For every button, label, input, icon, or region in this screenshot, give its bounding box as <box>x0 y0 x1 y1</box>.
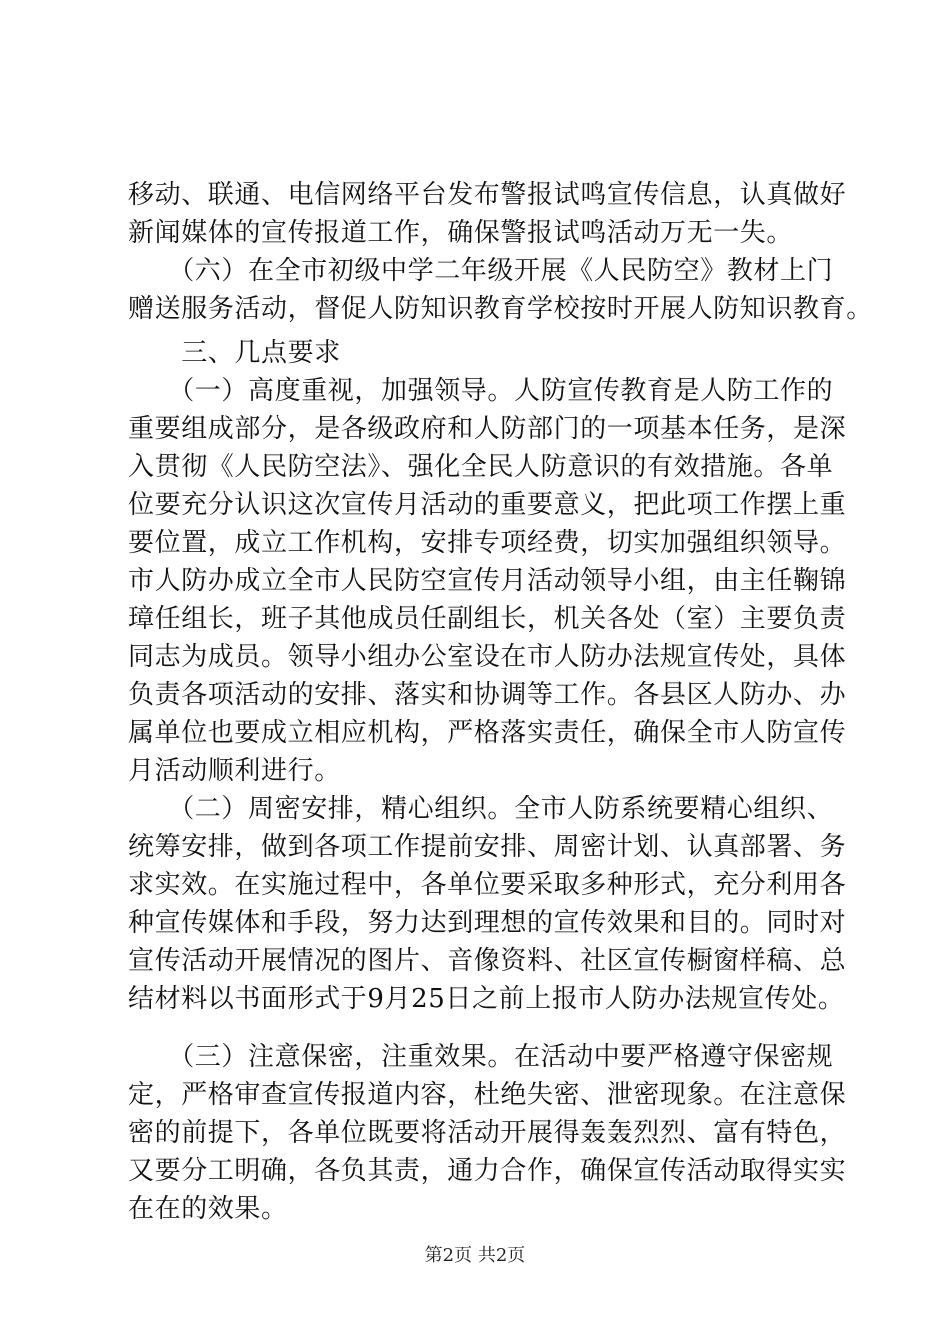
paragraph-line: 求实效。在实施过程中，各单位要采取多种形式，充分利用各 <box>128 870 847 900</box>
paragraph-line: 又要分工明确，各负其责，通力合作，确保宣传活动取得实实 <box>128 1156 847 1186</box>
paragraph-line: （三）注意保密，注重效果。在活动中要严格遵守保密规 <box>128 1042 834 1072</box>
paragraph-line: 密的前提下，各单位既要将活动开展得轰轰烈烈、富有特色， <box>128 1118 847 1148</box>
paragraph-line: 在在的效果。 <box>128 1194 288 1224</box>
paragraph-line: 负责各项活动的安排、落实和协调等工作。各县区人防办、办 <box>128 680 847 710</box>
paragraph-line: 属单位也要成立相应机构，严格落实责任，确保全市人防宣传 <box>128 718 847 748</box>
paragraph-line: （六）在全市初级中学二年级开展《人民防空》教材上门 <box>128 256 834 286</box>
paragraph-line: 赠送服务活动，督促人防知识教育学校按时开展人防知识教育。 <box>128 294 873 324</box>
paragraph-line: 宣传活动开展情况的图片、音像资料、社区宣传橱窗样稿、总 <box>128 946 847 976</box>
paragraph-line: 月活动顺利进行。 <box>128 756 341 786</box>
paragraph-line: 结材料以书面形式于9月25日之前上报市人防办法规宣传处。 <box>128 984 845 1014</box>
paragraph-line: 新闻媒体的宣传报道工作，确保警报试鸣活动万无一失。 <box>128 218 794 248</box>
paragraph-line: 要位置，成立工作机构，安排专项经费，切实加强组织领导。 <box>128 528 847 558</box>
paragraph-line: 位要充分认识这次宣传月活动的重要意义，把此项工作摆上重 <box>128 490 847 520</box>
paragraph-line: 定，严格审查宣传报道内容，杜绝失密、泄密现象。在注意保 <box>128 1080 847 1110</box>
paragraph-line: 璋任组长，班子其他成员任副组长，机关各处（室）主要负责 <box>128 604 847 634</box>
paragraph-line: 市人防办成立全市人民防空宣传月活动领导小组，由主任鞠锦 <box>128 566 847 596</box>
paragraph-line: 同志为成员。领导小组办公室设在市人防办法规宣传处，具体 <box>128 642 847 672</box>
paragraph-line: 移动、联通、电信网络平台发布警报试鸣宣传信息，认真做好 <box>128 180 847 210</box>
paragraph-line: （二）周密安排，精心组织。全市人防系统要精心组织、 <box>128 794 834 824</box>
page-footer: 第2页 共2页 <box>424 1245 526 1266</box>
paragraph-line: 重要组成部分，是各级政府和人防部门的一项基本任务，是深 <box>128 414 847 444</box>
paragraph-line: 入贯彻《人民防空法》、强化全民人防意识的有效措施。各单 <box>128 452 834 482</box>
section-heading: 三、几点要求 <box>128 338 341 368</box>
paragraph-line: 统筹安排，做到各项工作提前安排、周密计划、认真部署、务 <box>128 832 847 862</box>
paragraph-line: （一）高度重视，加强领导。人防宣传教育是人防工作的 <box>128 376 834 406</box>
paragraph-line: 种宣传媒体和手段，努力达到理想的宣传效果和目的。同时对 <box>128 908 847 938</box>
